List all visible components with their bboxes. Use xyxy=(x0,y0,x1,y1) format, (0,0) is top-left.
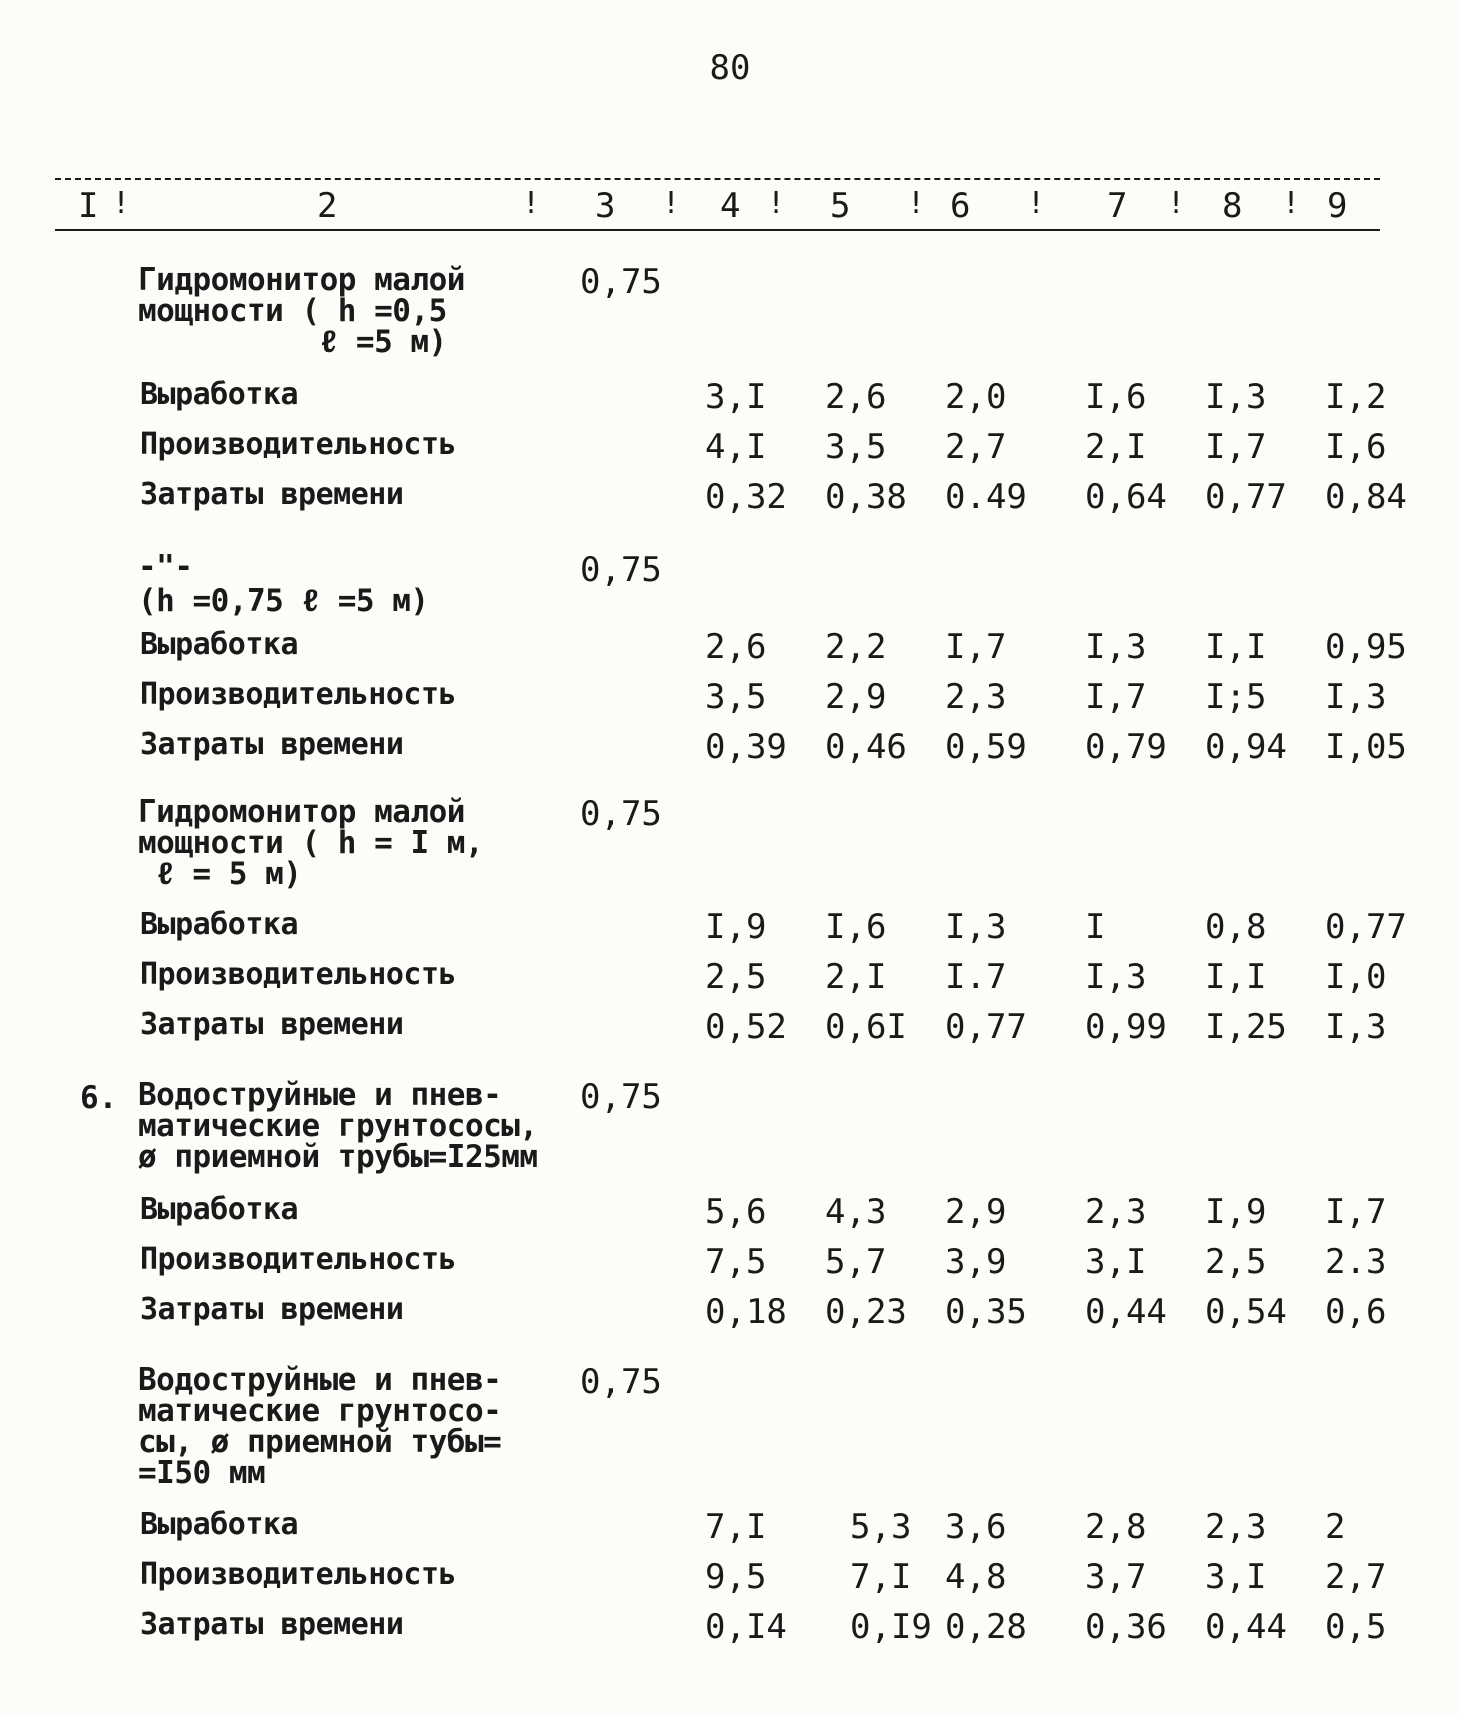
value-col-7: 3,7 xyxy=(1085,1557,1147,1597)
value-col-6: 3,6 xyxy=(945,1507,1007,1547)
value-col-6: 2,7 xyxy=(945,427,1007,467)
metric-row xyxy=(0,1292,1460,1338)
metric-label: Производительность xyxy=(140,427,457,462)
value-col-5: 5,3 xyxy=(850,1507,912,1547)
metric-label: Производительность xyxy=(140,677,457,712)
value-col-4: 9,5 xyxy=(705,1557,767,1597)
value-col-9: I,0 xyxy=(1325,957,1387,997)
value-col-8: 0,94 xyxy=(1205,727,1287,767)
value-col-9: 2 xyxy=(1325,1507,1346,1547)
metric-label: Выработка xyxy=(140,377,299,412)
metric-label: Производительность xyxy=(140,1557,457,1592)
column-separator: ! xyxy=(112,186,131,221)
metric-row xyxy=(0,477,1460,523)
column-header-5: 5 xyxy=(830,186,851,226)
value-col-7: I xyxy=(1085,907,1106,947)
coefficient-value: 0,75 xyxy=(580,1362,662,1402)
value-col-4: 7,5 xyxy=(705,1242,767,1282)
metric-label: Выработка xyxy=(140,1192,299,1227)
value-col-5: 2,2 xyxy=(825,627,887,667)
column-header-4: 4 xyxy=(720,186,741,226)
value-col-6: I,7 xyxy=(945,627,1007,667)
value-col-5: 0,6I xyxy=(825,1007,907,1047)
metric-label: Производительность xyxy=(140,1242,457,1277)
value-col-8: 3,I xyxy=(1205,1557,1267,1597)
value-col-6: 2,9 xyxy=(945,1192,1007,1232)
column-separator: ! xyxy=(1282,186,1301,221)
value-col-7: 0,64 xyxy=(1085,477,1167,517)
value-col-8: I,9 xyxy=(1205,1192,1267,1232)
metric-row xyxy=(0,1242,1460,1288)
value-col-4: 3,I xyxy=(705,377,767,417)
value-col-7: 2,3 xyxy=(1085,1192,1147,1232)
value-col-5: 2,I xyxy=(825,957,887,997)
metric-label: Производительность xyxy=(140,957,457,992)
metric-row xyxy=(0,1192,1460,1238)
value-col-4: 0,18 xyxy=(705,1292,787,1332)
coefficient-value: 0,75 xyxy=(580,262,662,302)
coefficient-value: 0,75 xyxy=(580,550,662,590)
column-separator: ! xyxy=(522,186,541,221)
value-col-8: 0,77 xyxy=(1205,477,1287,517)
value-col-9: 0,77 xyxy=(1325,907,1407,947)
equipment-title: Гидромонитор малой мощности ( h = I м, ℓ = 5 м) xyxy=(138,794,484,892)
column-header-3: 3 xyxy=(595,186,616,226)
value-col-7: I,3 xyxy=(1085,627,1147,667)
value-col-9: I,7 xyxy=(1325,1192,1387,1232)
value-col-9: I,3 xyxy=(1325,1007,1387,1047)
value-col-4: 0,39 xyxy=(705,727,787,767)
value-col-7: I,6 xyxy=(1085,377,1147,417)
column-separator: ! xyxy=(907,186,926,221)
column-header-8: 8 xyxy=(1222,186,1243,226)
column-separator: ! xyxy=(1027,186,1046,221)
metric-row xyxy=(0,957,1460,1003)
metric-row xyxy=(0,627,1460,673)
metric-row xyxy=(0,1607,1460,1653)
value-col-8: I,I xyxy=(1205,627,1267,667)
value-col-5: 2,6 xyxy=(825,377,887,417)
column-header-7: 7 xyxy=(1107,186,1128,226)
value-col-5: 7,I xyxy=(850,1557,912,1597)
value-col-8: I,25 xyxy=(1205,1007,1287,1047)
value-col-7: 0,44 xyxy=(1085,1292,1167,1332)
value-col-8: I,I xyxy=(1205,957,1267,997)
value-col-4: 0,52 xyxy=(705,1007,787,1047)
metric-row xyxy=(0,907,1460,953)
value-col-8: 2,5 xyxy=(1205,1242,1267,1282)
value-col-7: 2,8 xyxy=(1085,1507,1147,1547)
value-col-4: 7,I xyxy=(705,1507,767,1547)
value-col-6: 4,8 xyxy=(945,1557,1007,1597)
value-col-6: 0,28 xyxy=(945,1607,1027,1647)
metric-label: Затраты времени xyxy=(140,727,404,762)
value-col-4: 4,I xyxy=(705,427,767,467)
column-header-9: 9 xyxy=(1327,186,1348,226)
value-col-5: I,6 xyxy=(825,907,887,947)
metric-row xyxy=(0,1507,1460,1553)
value-col-4: 5,6 xyxy=(705,1192,767,1232)
metric-label: Затраты времени xyxy=(140,477,404,512)
value-col-8: 0,44 xyxy=(1205,1607,1287,1647)
value-col-4: 0,I4 xyxy=(705,1607,787,1647)
value-col-5: 0,46 xyxy=(825,727,907,767)
metric-row xyxy=(0,427,1460,473)
metric-row xyxy=(0,1557,1460,1603)
value-col-6: 0,77 xyxy=(945,1007,1027,1047)
value-col-4: 3,5 xyxy=(705,677,767,717)
value-col-5: 0,23 xyxy=(825,1292,907,1332)
value-col-9: 2,7 xyxy=(1325,1557,1387,1597)
value-col-8: 0,54 xyxy=(1205,1292,1287,1332)
value-col-6: 2,3 xyxy=(945,677,1007,717)
column-separator: ! xyxy=(662,186,681,221)
value-col-7: 0,99 xyxy=(1085,1007,1167,1047)
metric-label: Затраты времени xyxy=(140,1607,404,1642)
column-header-1: I xyxy=(78,186,99,226)
value-col-7: I,3 xyxy=(1085,957,1147,997)
column-header-2: 2 xyxy=(317,186,338,226)
metric-row xyxy=(0,1007,1460,1053)
metric-row xyxy=(0,377,1460,423)
value-col-6: 0,35 xyxy=(945,1292,1027,1332)
value-col-8: I;5 xyxy=(1205,677,1267,717)
coefficient-value: 0,75 xyxy=(580,1077,662,1117)
page-number: 80 xyxy=(709,48,751,88)
value-col-6: 0,59 xyxy=(945,727,1027,767)
table-header-rule xyxy=(55,229,1380,231)
value-col-9: 0,84 xyxy=(1325,477,1407,517)
value-col-9: 0,95 xyxy=(1325,627,1407,667)
value-col-4: I,9 xyxy=(705,907,767,947)
value-col-9: I,2 xyxy=(1325,377,1387,417)
table-header-row xyxy=(0,186,1460,226)
value-col-9: I,6 xyxy=(1325,427,1387,467)
column-header-6: 6 xyxy=(950,186,971,226)
value-col-9: I,3 xyxy=(1325,677,1387,717)
value-col-5: 0,38 xyxy=(825,477,907,517)
value-col-4: 2,5 xyxy=(705,957,767,997)
coefficient-value: 0,75 xyxy=(580,794,662,834)
equipment-title: Гидромонитор малой мощности ( h =0,5 ℓ =5 м) xyxy=(138,262,465,360)
metric-label: Затраты времени xyxy=(140,1007,404,1042)
value-col-4: 0,32 xyxy=(705,477,787,517)
value-col-6: I.7 xyxy=(945,957,1007,997)
table-top-rule xyxy=(55,178,1380,180)
value-col-5: 0,I9 xyxy=(850,1607,932,1647)
value-col-9: I,05 xyxy=(1325,727,1407,767)
value-col-5: 2,9 xyxy=(825,677,887,717)
column-separator: ! xyxy=(767,186,786,221)
value-col-7: 3,I xyxy=(1085,1242,1147,1282)
equipment-title: -"- (h =0,75 ℓ =5 м) xyxy=(138,549,429,619)
value-col-6: 3,9 xyxy=(945,1242,1007,1282)
value-col-9: 0,6 xyxy=(1325,1292,1387,1332)
metric-row xyxy=(0,727,1460,773)
value-col-9: 2.3 xyxy=(1325,1242,1387,1282)
value-col-7: 2,I xyxy=(1085,427,1147,467)
value-col-8: 2,3 xyxy=(1205,1507,1267,1547)
equipment-title: Водоструйные и пнев- матические грунтосо- сы, ø приемной тубы= =I50 мм xyxy=(138,1362,502,1491)
equipment-title: Водоструйные и пнев- матические грунтососы, ø приемной трубы=I25мм xyxy=(138,1077,538,1175)
metric-label: Выработка xyxy=(140,627,299,662)
value-col-8: I,3 xyxy=(1205,377,1267,417)
value-col-4: 2,6 xyxy=(705,627,767,667)
value-col-8: I,7 xyxy=(1205,427,1267,467)
value-col-5: 5,7 xyxy=(825,1242,887,1282)
value-col-6: I,3 xyxy=(945,907,1007,947)
value-col-5: 4,3 xyxy=(825,1192,887,1232)
value-col-7: 0,36 xyxy=(1085,1607,1167,1647)
metric-label: Выработка xyxy=(140,1507,299,1542)
value-col-6: 0.49 xyxy=(945,477,1027,517)
value-col-8: 0,8 xyxy=(1205,907,1267,947)
column-separator: ! xyxy=(1167,186,1186,221)
value-col-5: 3,5 xyxy=(825,427,887,467)
value-col-9: 0,5 xyxy=(1325,1607,1387,1647)
value-col-7: 0,79 xyxy=(1085,727,1167,767)
metric-row xyxy=(0,677,1460,723)
value-col-6: 2,0 xyxy=(945,377,1007,417)
value-col-7: I,7 xyxy=(1085,677,1147,717)
metric-label: Затраты времени xyxy=(140,1292,404,1327)
item-number: 6. xyxy=(80,1080,118,1116)
metric-label: Выработка xyxy=(140,907,299,942)
